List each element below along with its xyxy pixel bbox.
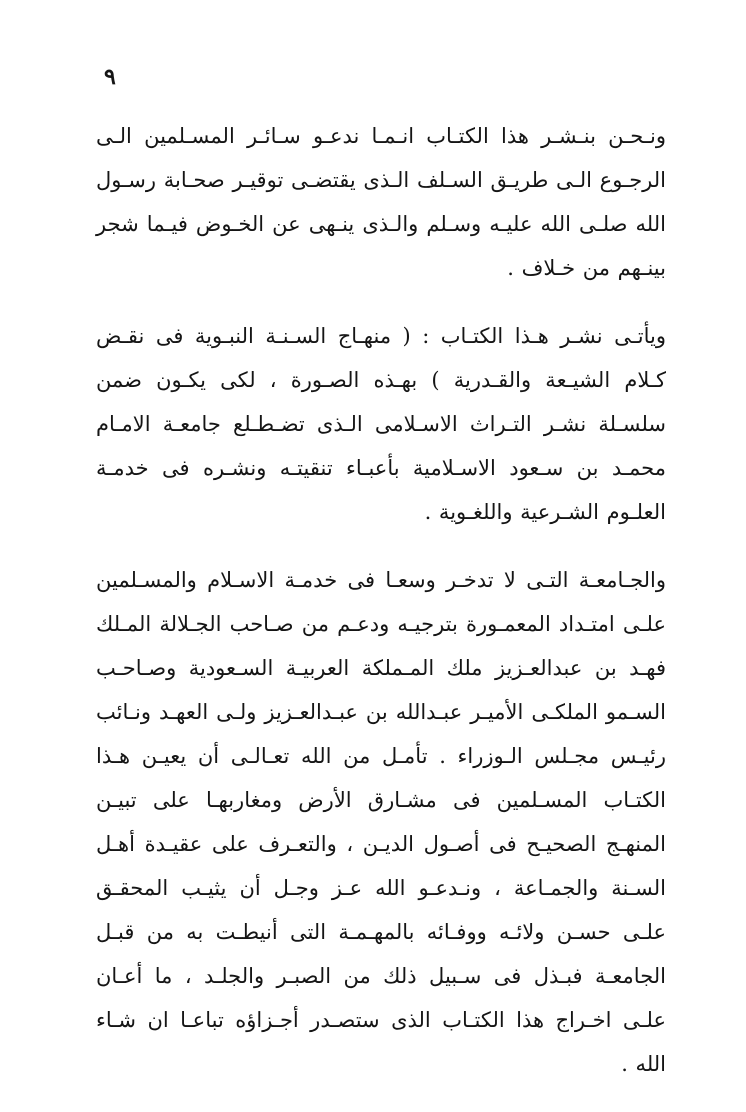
paragraph-1: ونـحـن بنـشـر هذا الكتـاب انـمـا ندعـو سـائـر المسـلمين الـى الرجـوع الـى طريـق السـلف الـذى يقتضـى توقيـر صحـابة رسـول الله صلـى الله عليـه وسـلم والـذى ينـهى عن الخـوض فيـما شجر بينـهم من خـلاف . (96, 124, 666, 280)
paragraph-2: ويأتـى نشـر هـذا الكتـاب : ( منهـاج السـنـة النبـوية فى نقـض كـلام الشيـعة والقـدرية ) بهـذه الصـورة ، لكى يكـون ضمن سلسـلة نشـر التـراث الاسـلامى الـذى تضـطـلع جامعـة الامـام محمـد بن سـعود الاسـلامية بأعبـاء تنقيتـه ونشـره فى خدمـة العلـوم الشـرعية واللغـوية . (96, 324, 666, 524)
body-text (96, 114, 666, 1112)
paragraph-3: والجـامعـة التـى لا تدخـر وسعـا فى خدمـة الاسـلام والمسـلمين علـى امتـداد المعمـورة بترجيـه ودعـم من صـاحب الجـلالة المـلك فهـد بن عبدالعـزيز ملك المـملكة العربيـة السـعودية وصـاحـب السـمو الملكـى الأميـر عبـدالله بن عبـدالعـزيز ولـى العهـد ونـائب رئيـس مجـلس الـوزراء . تأمـل من الله تعـالـى أن يعيـن هـذا الكتـاب المسـلمين فى مشـارق الأرض ومغاربهـا على تبيـن المنهـج الصحيـح فى أصـول الديـن ، والتعـرف على عقيـدة أهـل السـنة والجمـاعة ، ونـدعـو الله عـز وجـل أن يثيـب المحقـق علـى حسـن ولائـه ووفـائه بالمهـمـة التى أنيطـت به من قبـل الجامعـة فبـذل فى سـبيل ذلك من الصبـر والجلـد ، ما أعـان علـى اخـراج هذا الكتـاب الذى ستصـدر أجـزاؤه تباعـا ان شـاء الله . (96, 568, 666, 1076)
page-number: ٩ (104, 64, 116, 90)
